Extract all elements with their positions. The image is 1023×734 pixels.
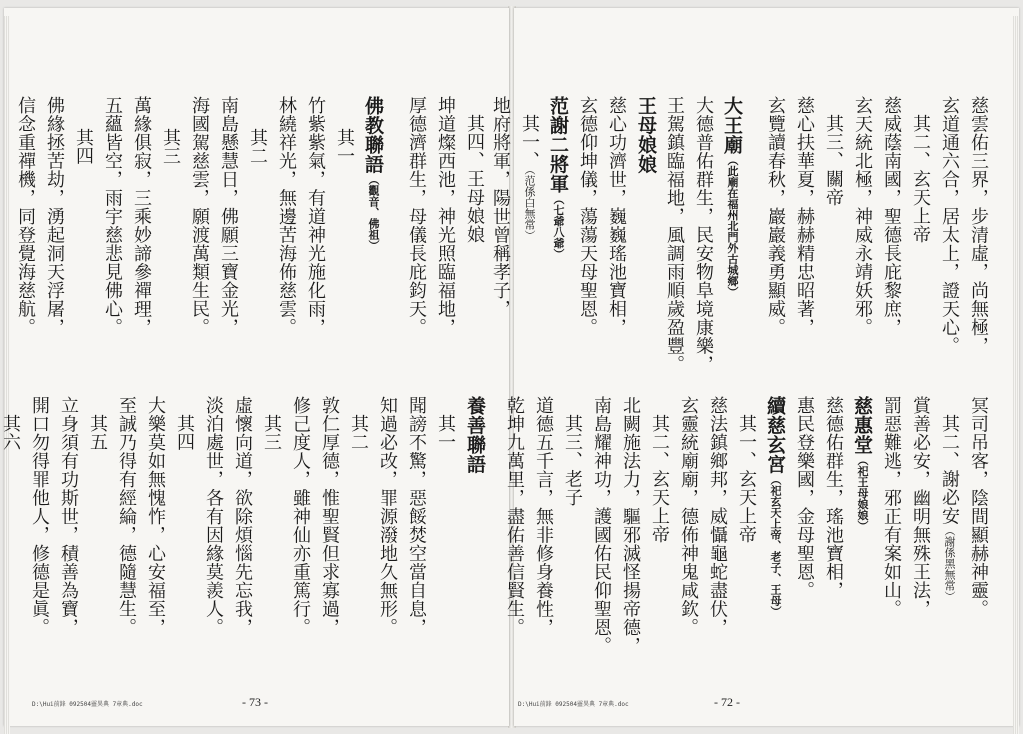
annotation-note: （范係白無常） (523, 169, 536, 241)
text-column (486, 96, 515, 318)
section-heading (761, 396, 790, 617)
column-text: 萬緣俱寂，三乘妙諦參禪理， (131, 96, 152, 337)
text-column (602, 96, 631, 337)
text-column (228, 396, 257, 637)
text-column (935, 96, 964, 355)
column-text: 大德普佑群生，民安物阜境康樂， (693, 96, 714, 374)
text-column (848, 96, 877, 337)
column-text: 其二 (247, 128, 268, 165)
column-text: 賞善必安，幽明無殊王法， (910, 396, 931, 618)
text-column (906, 96, 935, 244)
heading-text: 養善聯語 (464, 396, 486, 474)
text-column (587, 396, 616, 655)
column-text: 聞謗不驚，惡餒焚空當自息， (406, 396, 427, 637)
section-heading (848, 396, 877, 532)
column-text: 乾坤九萬里，盡佑善信賢生。 (504, 396, 525, 637)
text-column (645, 396, 674, 544)
column-text: 其一、玄天上帝 (736, 414, 757, 544)
column-text: 厚德濟群生，母儀長庇鈞天。 (406, 96, 427, 337)
text-column (819, 396, 848, 600)
column-text: 慈雲佑三界，步清虛，尚無極， (968, 96, 989, 355)
column-text: 玄靈統廟廟，德佈神鬼咸欽。 (678, 396, 699, 637)
column-text: 坤道燦西池，神光照臨福地， (435, 96, 456, 337)
text-column (761, 96, 790, 337)
text-column (558, 396, 587, 507)
column-text: 王駕鎮臨福地，風調雨順歲盈豐。 (664, 96, 685, 374)
heading-text: 慈惠堂 (851, 396, 873, 455)
column-text: 其二、謝必安 (939, 414, 960, 525)
column-text: 佛緣拯苦劫，湧起洞天浮屠， (44, 96, 65, 337)
text-column (40, 96, 69, 337)
text-column (515, 96, 544, 241)
annotation-note: （祀玄天上帝、老子、王母） (769, 474, 782, 617)
column-text: 其三 (160, 128, 181, 165)
text-column (98, 96, 127, 337)
text-column (616, 396, 645, 655)
column-text: 北闕施法力，驅邪滅怪揚帝德， (620, 396, 641, 655)
column-text: 其四、王母娘娘 (464, 114, 485, 244)
column-text: 玄天統北極，神威永靖妖邪。 (852, 96, 873, 337)
column-text: 惠民登樂國，金母聖恩。 (794, 396, 815, 600)
right-bottom-text-block (500, 396, 993, 655)
column-text: 海國駕慈雲，願渡萬類生民。 (189, 96, 210, 337)
text-column (344, 396, 373, 451)
text-column (315, 396, 344, 637)
text-column (0, 396, 25, 451)
column-text: 知過必改，罪源潑地久無形。 (377, 396, 398, 637)
column-text: 慈心扶華夏，赫赫精忠昭著， (794, 96, 815, 337)
right-top-text-block (486, 96, 993, 374)
column-text: 其四 (73, 128, 94, 165)
heading-text: 佛教聯語 (362, 96, 384, 174)
column-text: 其二、玄天上帝 (649, 414, 670, 544)
column-text: 五蘊皆空，雨宇慈悲見佛心。 (102, 96, 123, 337)
text-column (790, 396, 819, 600)
page-number: - 73 - (242, 695, 268, 709)
column-text: 立身須有功斯世，積善為寶， (58, 396, 79, 637)
text-column (964, 396, 993, 618)
text-column (54, 396, 83, 637)
section-heading (544, 96, 573, 260)
text-column (257, 396, 286, 451)
column-text: 道德五千言，無非修身養性， (533, 396, 554, 637)
text-column (373, 396, 402, 637)
column-text: 玄覽讀春秋，巖巖義勇顯威。 (765, 96, 786, 337)
text-column (660, 96, 689, 374)
text-column (272, 96, 301, 337)
column-text: 其一 (435, 414, 456, 451)
column-text: 地府將軍，陽世曾稱孝子， (490, 96, 511, 318)
column-text: 其一、 (519, 114, 540, 170)
column-text: 慈心功濟世，巍巍瑤池寶相， (606, 96, 627, 337)
column-text: 其四 (174, 414, 195, 451)
left-page (0, 8, 509, 726)
column-text: 其三 (261, 414, 282, 451)
text-column (529, 396, 558, 637)
annotation-note: （此廟在福州北門外古城鄉） (726, 154, 739, 298)
text-column (935, 396, 964, 602)
heading-text: 續慈玄宮 (764, 396, 786, 474)
column-text: 其二、玄天上帝 (910, 114, 931, 244)
page-edges (1013, 16, 1019, 734)
text-column (500, 396, 529, 637)
column-text: 修己度人，雖神仙亦重篤行。 (290, 396, 311, 637)
text-column (877, 96, 906, 337)
text-column (402, 96, 431, 337)
text-column (431, 96, 460, 337)
text-column (732, 396, 761, 544)
column-text: 開口勿得罪他人，修德是眞。 (29, 396, 50, 637)
column-text: 竹紫紫氣，有道神光施化雨， (305, 96, 326, 337)
text-column (573, 96, 602, 337)
column-text: 慈法鎮鄉邦，威懾龜蛇盡伏， (707, 396, 728, 637)
text-column (877, 396, 906, 618)
text-column (185, 96, 214, 337)
text-column (170, 396, 199, 451)
text-column (402, 396, 431, 637)
column-text: 虛懷向道，欲除煩惱先忘我， (232, 396, 253, 637)
column-text: 南島耀神功，護國佑民仰聖恩。 (591, 396, 612, 655)
footer-filename: D:\Hui前鋒 092504靈異典 7章典.doc (518, 701, 629, 708)
column-text: 冥司吊客，陰間顯赫神靈。 (968, 396, 989, 618)
text-column (83, 396, 112, 451)
section-heading (631, 96, 660, 174)
annotation-note: （謝係黑無常） (943, 525, 956, 602)
text-column (330, 96, 359, 165)
heading-text: 大王廟 (721, 96, 743, 155)
text-column (790, 96, 819, 337)
heading-text: 王母娘娘 (635, 96, 657, 174)
annotation-note: （七爺八爺） (552, 193, 565, 260)
column-text: 大樂莫如無愧怍，心安福至， (145, 396, 166, 637)
text-column (243, 96, 272, 165)
text-column (460, 96, 489, 244)
left-bottom-text-block (0, 396, 489, 637)
heading-text: 范謝二將軍 (547, 96, 569, 194)
section-heading (460, 396, 489, 474)
annotation-note: （觀音、佛祖） (367, 174, 380, 251)
text-column (819, 96, 848, 207)
text-column (674, 396, 703, 637)
text-column (127, 96, 156, 337)
text-column (199, 396, 228, 637)
column-text: 慈威蔭南國，聖德長庇黎庶， (881, 96, 902, 337)
column-text: 其三、老子 (562, 414, 583, 507)
text-column (431, 396, 460, 451)
text-column (964, 96, 993, 355)
annotation-note: （祀王母娘娘） (856, 454, 869, 532)
column-text: 其一 (334, 128, 355, 165)
column-text: 其六 (0, 414, 21, 451)
text-column (214, 96, 243, 337)
text-column (689, 96, 718, 374)
column-text: 其五 (87, 414, 108, 451)
column-text: 淡泊處世，各有因緣莫羨人。 (203, 396, 224, 637)
text-column (112, 396, 141, 637)
text-column (286, 396, 315, 637)
column-text: 至誠乃得有經綸，德隨慧生。 (116, 396, 137, 637)
text-column (301, 96, 330, 337)
text-column (25, 396, 54, 637)
text-column (156, 96, 185, 165)
column-text: 南島懸慧日，佛願三寶金光， (218, 96, 239, 337)
column-text: 其三、關帝 (823, 114, 844, 207)
column-text: 林繞祥光，無邊苦海佈慈雲。 (276, 96, 297, 337)
column-text: 敦仁厚德，惟聖賢但求寡過， (319, 396, 340, 637)
column-text: 玄德仰坤儀，蕩蕩天母聖恩。 (577, 96, 598, 337)
text-column (703, 396, 732, 637)
column-text: 罰惡難逃，邪正有案如山。 (881, 396, 902, 618)
text-column (69, 96, 98, 165)
column-text: 玄道通六合，居太上，證天心。 (939, 96, 960, 355)
footer-filename: D:\Hui前鋒 092504靈異典 7章典.doc (32, 701, 143, 708)
column-text: 信念重禪機，同登覺海慈航。 (15, 96, 36, 337)
text-column (11, 96, 40, 337)
page-number: - 72 - (714, 695, 740, 709)
section-heading (359, 96, 388, 251)
column-text: 其二 (348, 414, 369, 451)
left-top-text-block (11, 96, 489, 337)
section-heading (718, 96, 747, 298)
text-column (906, 396, 935, 618)
text-column (141, 396, 170, 637)
column-text: 慈德佑群生，瑤池寶相， (823, 396, 844, 600)
right-page (490, 8, 1019, 726)
